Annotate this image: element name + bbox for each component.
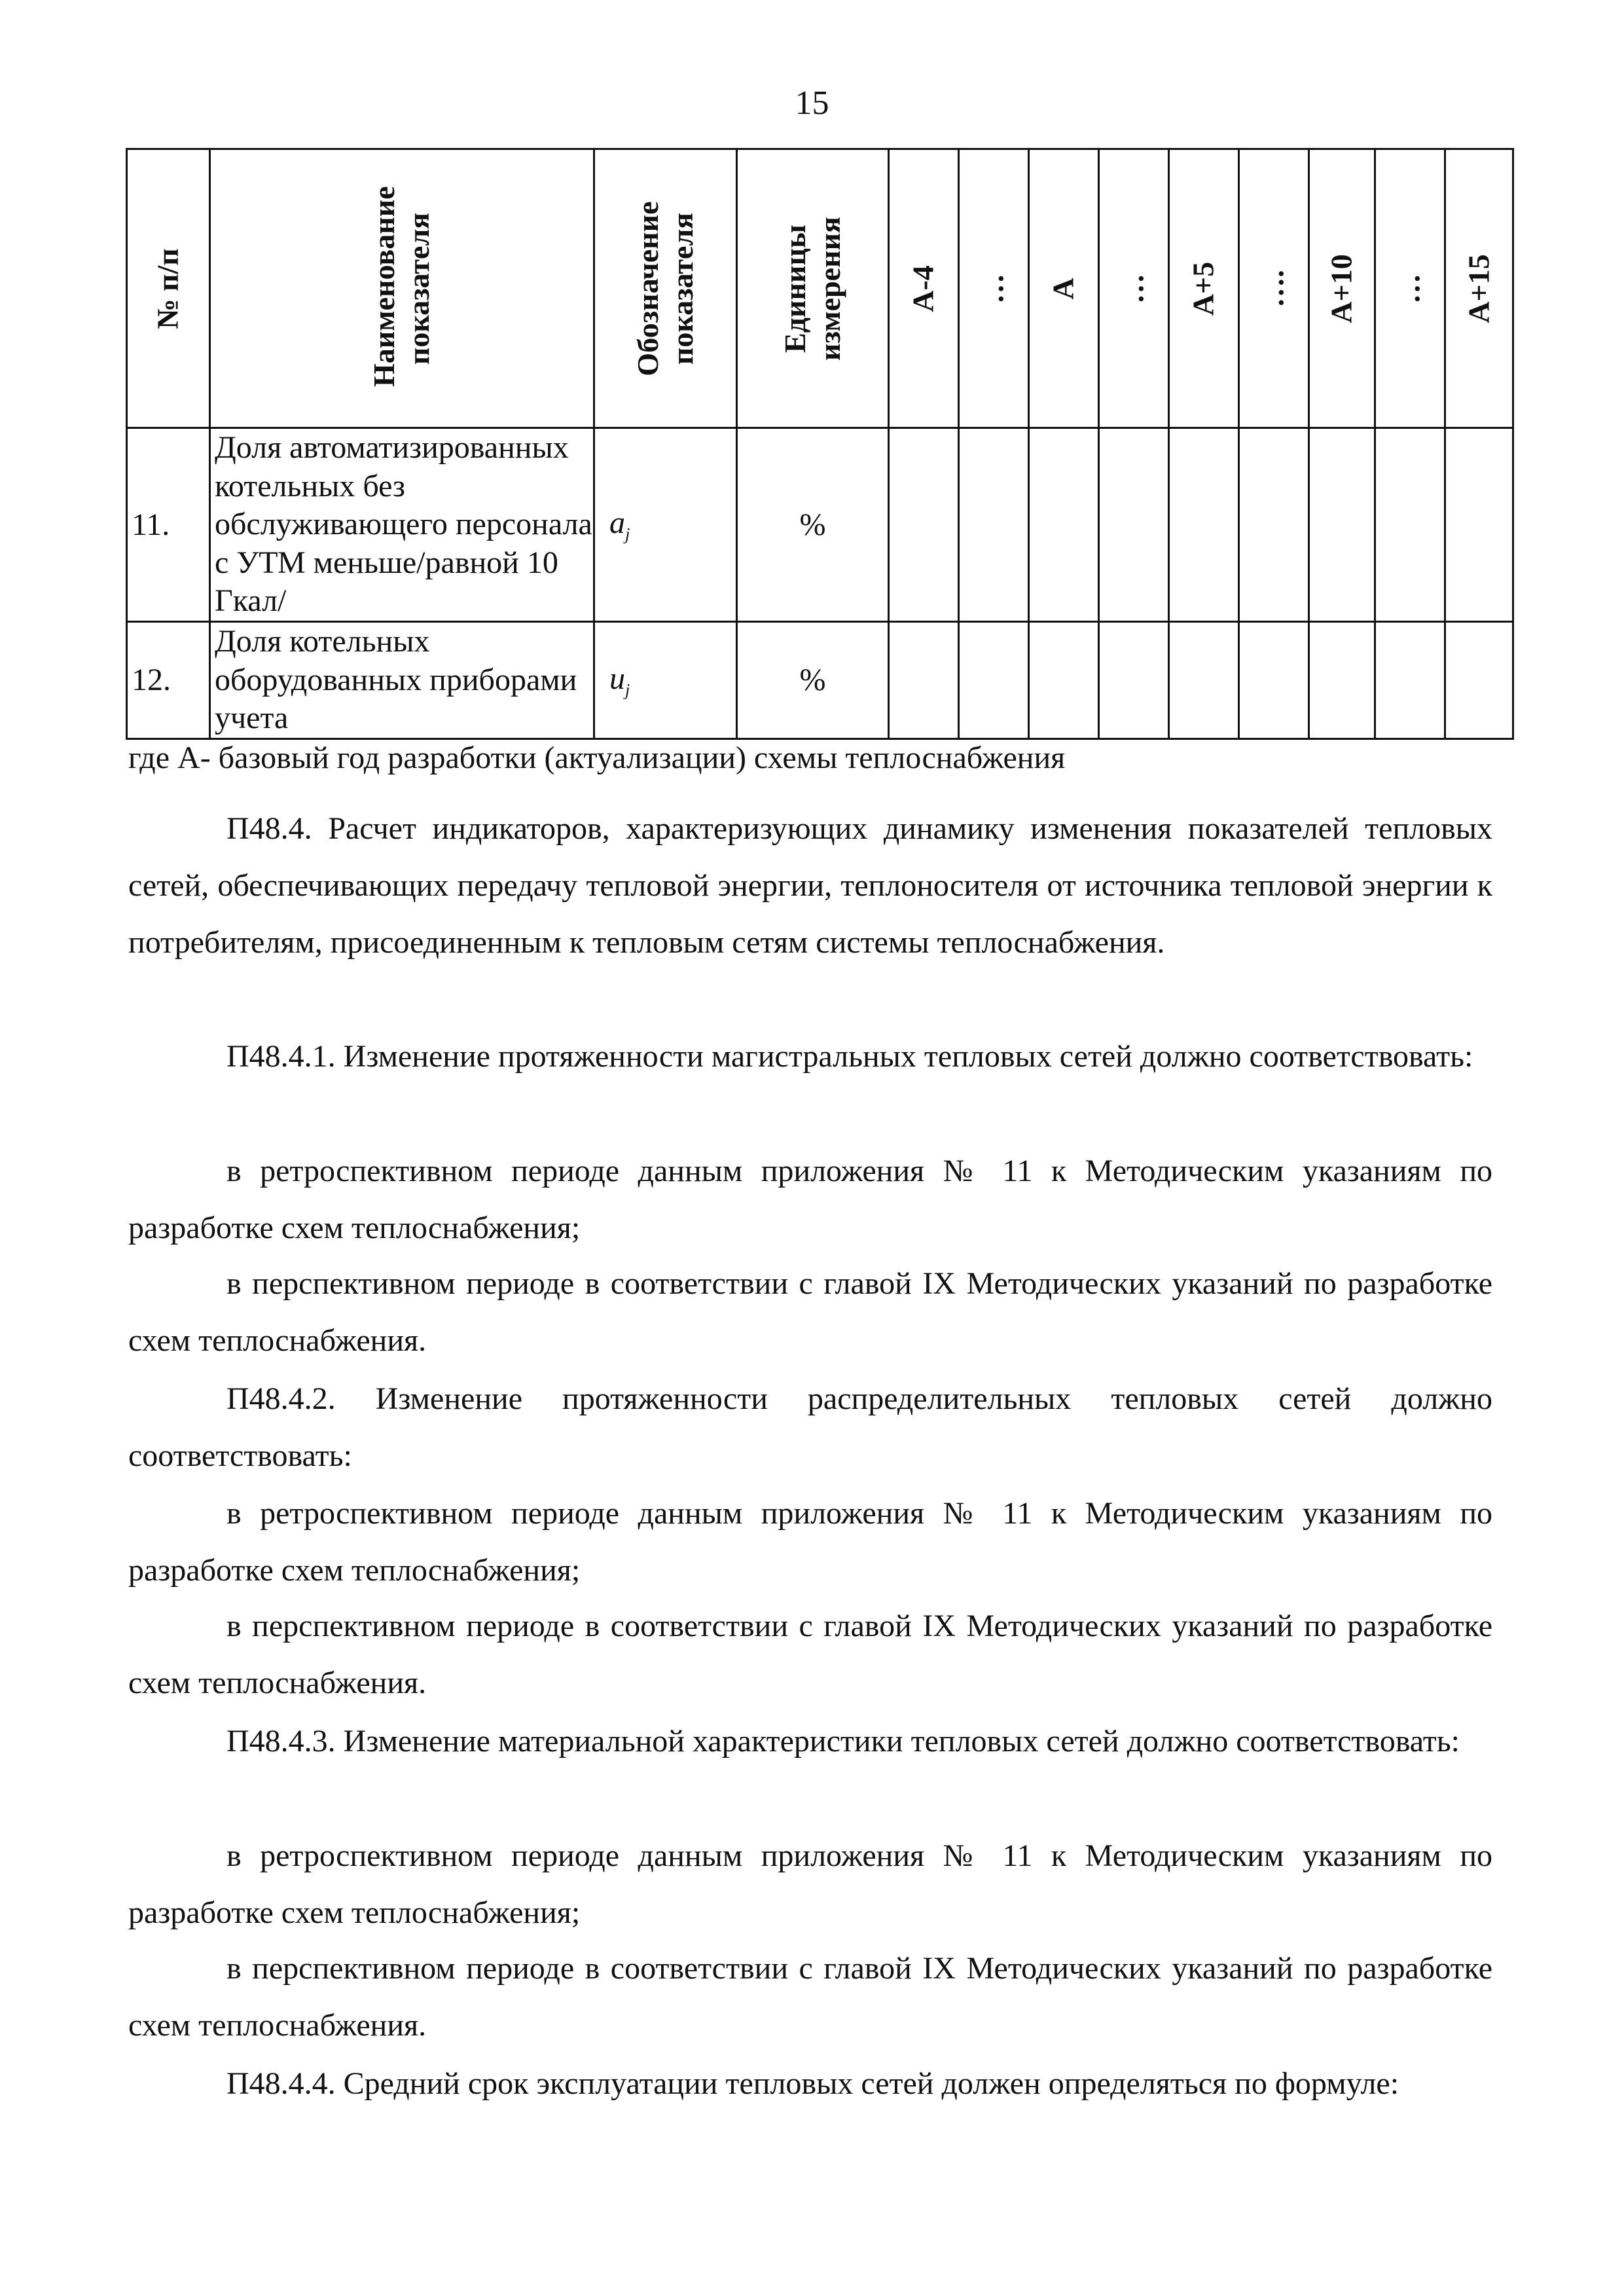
- header-label: Наименование показателя: [367, 185, 435, 387]
- paragraph-group: [128, 2055, 1492, 2112]
- table-row: [127, 622, 1513, 739]
- paragraph-group: [128, 1485, 1492, 1599]
- header-cell: [1169, 149, 1239, 428]
- header-cell: [127, 149, 210, 428]
- paragraph: в ретроспективном периоде данным приложения № 11 к Методическим указаниям по разработке схем теплоснабжения;: [128, 1496, 1492, 1588]
- paragraph: П48.4. Расчет индикаторов, характеризующих динамику изменения показателей тепловых сетей, обеспечивающих передачу тепловой энергии, теплоносителя от источника тепловой энергии к потребителям, присоединенным к тепловым сетям системы теплоснабжения.: [128, 811, 1492, 960]
- indicator-designation: $u_j$: [594, 622, 737, 739]
- paragraph: в ретроспективном периоде данным приложения № 11 к Методическим указаниям по разработке схем теплоснабжения;: [128, 1154, 1492, 1245]
- paragraph-group: [128, 1940, 1492, 2054]
- paragraph: в перспективном периоде в соответствии с главой IX Методических указаний по разработке схем теплоснабжения.: [128, 1951, 1492, 2043]
- header-cell: [1375, 149, 1445, 428]
- paragraph: П48.4.2. Изменение протяженности распределительных тепловых сетей должно соответствовать:: [128, 1381, 1492, 1473]
- row-number: 12.: [127, 622, 210, 739]
- paragraph: П48.4.1. Изменение протяженности магистральных тепловых сетей должно соответствовать:: [226, 1039, 1473, 1074]
- paragraph-group: [128, 800, 1492, 971]
- header-cell: [594, 149, 737, 428]
- row-number: 11.: [127, 428, 210, 622]
- header-cell: [1029, 149, 1099, 428]
- indicator-unit: %: [737, 428, 889, 622]
- header-cell: [889, 149, 959, 428]
- indicators-table: [126, 148, 1514, 740]
- table-header-row: [127, 149, 1513, 428]
- paragraph: П48.4.3. Изменение материальной характеристики тепловых сетей должно соответствовать:: [226, 1724, 1460, 1758]
- paragraph-group: [128, 1142, 1492, 1256]
- page-number: 15: [795, 84, 829, 122]
- value-cell: [1169, 428, 1239, 622]
- header-label: …: [1392, 273, 1426, 304]
- table-footnote: где А- базовый год разработки (актуализации) схемы теплоснабжения: [128, 740, 1066, 775]
- value-cell: [1029, 428, 1099, 622]
- value-cell: [1239, 428, 1309, 622]
- paragraph: в ретроспективном периоде данным приложения № 11 к Методическим указаниям по разработке схем теплоснабжения;: [128, 1838, 1492, 1930]
- paragraph: в перспективном периоде в соответствии с главой IX Методических указаний по разработке схем теплоснабжения.: [128, 1266, 1492, 1358]
- indicator-designation: $a_j$: [594, 428, 737, 622]
- value-cell: [1029, 622, 1099, 739]
- value-cell: [1169, 622, 1239, 739]
- header-cell: [1445, 149, 1513, 428]
- header-label: А-4: [906, 264, 940, 312]
- header-label: Единицы измерения: [778, 216, 846, 361]
- value-cell: [1309, 428, 1375, 622]
- value-cell: [1099, 622, 1169, 739]
- value-cell: [959, 428, 1029, 622]
- indicator-name: Доля автоматизированных котельных без обслуживающего персонала с УТМ меньше/равной 10 Гкал/: [210, 428, 594, 622]
- header-cell: [1099, 149, 1169, 428]
- value-cell: [1445, 428, 1513, 622]
- value-cell: [889, 428, 959, 622]
- header-label: А+15: [1462, 253, 1496, 323]
- header-label: А: [1046, 277, 1080, 300]
- value-cell: [1099, 428, 1169, 622]
- header-cell: [1309, 149, 1375, 428]
- paragraph-group: [128, 1370, 1492, 1484]
- header-label: ….: [1256, 269, 1290, 308]
- header-cell: [737, 149, 889, 428]
- value-cell: [889, 622, 959, 739]
- paragraph-group: [128, 1597, 1492, 1711]
- value-cell: [959, 622, 1029, 739]
- value-cell: [1445, 622, 1513, 739]
- header-cell: [210, 149, 594, 428]
- value-cell: [1375, 428, 1445, 622]
- header-label: Обозначение показателя: [630, 200, 699, 376]
- header-cell: [959, 149, 1029, 428]
- paragraph: в перспективном периоде в соответствии с главой IX Методических указаний по разработке схем теплоснабжения.: [128, 1609, 1492, 1700]
- value-cell: [1239, 622, 1309, 739]
- paragraph-group: [128, 1713, 1492, 1770]
- header-label: А+10: [1324, 253, 1358, 323]
- value-cell: [1375, 622, 1445, 739]
- indicator-unit: %: [737, 622, 889, 739]
- header-label: А+5: [1186, 261, 1220, 316]
- header-cell: [1239, 149, 1309, 428]
- table-row: [127, 428, 1513, 622]
- header-label: …: [1116, 273, 1150, 304]
- paragraph-group: [128, 1028, 1492, 1085]
- header-label: …: [976, 273, 1010, 304]
- paragraph-group: [128, 1255, 1492, 1369]
- value-cell: [1309, 622, 1375, 739]
- paragraph-group: [128, 1827, 1492, 1941]
- header-label: № п/п: [151, 247, 185, 329]
- paragraph: П48.4.4. Средний срок эксплуатации тепловых сетей должен определяться по формуле:: [226, 2066, 1399, 2101]
- indicator-name: Доля котельных оборудованных приборами учета: [210, 622, 594, 739]
